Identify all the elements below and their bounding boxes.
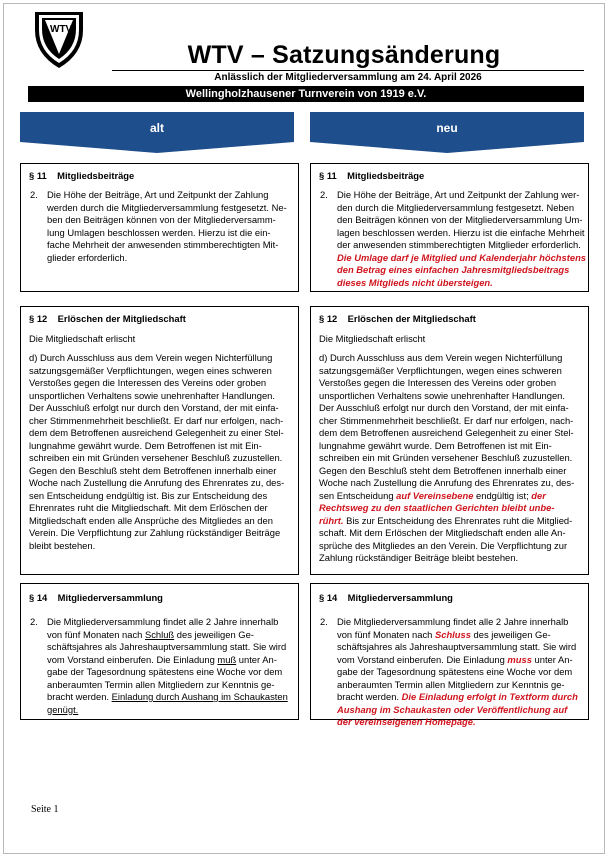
section-12-old xyxy=(20,306,299,575)
text-line: anberaumten Termin allen Mitgliedern zur Kenntnis ge- xyxy=(47,678,275,690)
section-heading: § 14 Mitgliederversammlung xyxy=(319,592,453,603)
text-segment: endgültig ist; xyxy=(473,489,532,501)
text-segment: bracht werden. xyxy=(47,691,112,702)
changed-text-line: Die Umlage darf je Mitglied und Kalenderjahr höchstens xyxy=(337,251,587,263)
text-line: gabe der Tagesordnung spätestens eine Woche vor dem xyxy=(337,666,573,677)
text-segment: unter An- xyxy=(531,653,573,665)
text-line: Die Mitgliederversammlung findet alle 2 Jahre innerhalb xyxy=(337,616,569,627)
text-segment: unter An- xyxy=(236,653,277,665)
underlined-text-line: genügt. xyxy=(47,703,79,715)
text-line: Gegen den Beschluß steht dem Betroffenen innerhalb einer xyxy=(319,464,567,476)
text-line: lung Umlagen beschlossen werden. Hierzu ist die ein- xyxy=(47,226,271,238)
text-line: Ehrenrates ruht die Mitgliedschaft. Mit dem Erlöschen der xyxy=(29,502,268,513)
text-segment: von fünf Monaten nach xyxy=(47,628,145,640)
text-line: lungnahme gewährt wurde. Dem Betroffenen ist mit Ein- xyxy=(29,439,262,451)
item-number: 2. xyxy=(30,616,38,627)
section-heading: § 12 Erlöschen der Mitgliedschaft xyxy=(29,313,186,324)
page-title: WTV – Satzungsänderung xyxy=(187,41,501,69)
club-logo xyxy=(33,10,85,70)
text-line-mixed xyxy=(319,515,572,528)
text-line: den durch die Mitgliederversammlung festgesetzt. Neben xyxy=(337,201,575,213)
text-line: gabe der Tagesordnung spätestens eine Woche vor dem xyxy=(47,666,283,677)
logo-letters: WTV xyxy=(50,24,73,35)
column-label-old: alt xyxy=(149,121,164,135)
text-line: Zahlung rückständiger Beiträge bleibt bestehen. xyxy=(319,552,519,563)
section-14-new xyxy=(310,583,589,727)
text-line: Die Mitgliederversammlung findet alle 2 Jahre innerhalb xyxy=(47,616,279,627)
text-line: den Beiträgen können von der Mitgliederversammlung Um- xyxy=(337,214,583,225)
text-line: unsportlichen Verhaltens sowie unehrenhafter Handlungen. xyxy=(29,389,276,401)
underlined-text-segment: Schluß xyxy=(144,628,175,640)
text-line: Die Höhe der Beiträge, Art und Zeitpunkt der Zahlung wer- xyxy=(337,189,580,200)
text-line: Der Ausschluß erfolgt nur durch den Vorstand, der mit einfa- xyxy=(319,402,569,413)
underlined-text-segment: Einladung durch Aushang im Schaukasten xyxy=(111,691,288,702)
page-number: Seite 1 xyxy=(31,804,59,815)
text-line: Verstoßes gegen die Interessen des Vereins oder groben xyxy=(29,377,267,388)
text-line-mixed xyxy=(337,691,578,704)
underlined-text-segment: muß xyxy=(217,653,237,665)
text-line: Verein. Die Verpflichtung zur Zahlung rückständiger Beiträge xyxy=(29,527,281,538)
section-14-old xyxy=(20,583,299,720)
text-line: unsportlichen Verhaltens sowie unehrenhafter Handlungen. xyxy=(319,389,566,401)
text-line: fache Mehrheit der anwesenden stimmberechtigten Mit- xyxy=(47,239,279,250)
text-segment: vom Vorstand einberufen. Die Einladung xyxy=(337,653,508,665)
text-line-mixed xyxy=(337,654,573,667)
text-line: satzungsgemäßer Verpflichtungen, wegen eines schweren xyxy=(319,364,562,376)
text-line-mixed xyxy=(47,629,254,642)
text-segment: des jeweiligen Ge- xyxy=(174,628,254,640)
text-line-mixed xyxy=(47,654,277,667)
club-name-bar: Wellingholzhausener Turnverein von 1919 e.V. xyxy=(28,86,584,102)
section-heading: § 14 Mitgliederversammlung xyxy=(29,592,163,603)
column-header-new xyxy=(310,112,584,154)
text-line: dem dem Betroffenen ausreichend Gelegenheit zu einer Stel- xyxy=(319,427,574,438)
section-intro: Die Mitgliedschaft erlischt xyxy=(319,333,426,344)
item-number: 2. xyxy=(320,616,328,627)
changed-text-segment: muss xyxy=(507,653,532,665)
text-line-mixed xyxy=(319,490,546,503)
text-line-mixed xyxy=(47,691,288,704)
text-segment: vom Vorstand einberufen. Die Einladung xyxy=(47,653,218,665)
section-intro: Die Mitgliedschaft erlischt xyxy=(29,333,136,344)
text-line: schreiben ein mit Gründen versehener Beschluß zuzustellen. xyxy=(29,452,283,463)
text-line: Der Ausschluß erfolgt nur durch den Vorstand, der mit einfa- xyxy=(29,402,279,413)
changed-text-segment: rührt. xyxy=(319,514,344,526)
text-line: d) Durch Ausschluss aus dem Verein wegen Nichterfüllung xyxy=(29,352,273,363)
title-divider xyxy=(112,70,584,71)
column-label-new: neu xyxy=(436,121,458,135)
text-line: cher Stimmenmehrheit beschließt. Er darf nur erfolgen, nach- xyxy=(29,414,284,426)
text-line: sen Entscheidung endgültig ist. Bis zur Entscheidung des xyxy=(29,489,268,501)
changed-text-line: dieses Mitglieds nicht übersteigen. xyxy=(337,276,493,288)
text-line: satzungsgemäßer Verpflichtungen, wegen eines schweren xyxy=(29,364,272,376)
text-line: lagen beschlossen werden. Hierzu ist die einfache Mehrheit xyxy=(337,226,585,238)
text-segment: bracht werden. xyxy=(337,691,402,702)
changed-text-line: Aushang im Schaukasten oder Veröffentlichung auf xyxy=(337,703,568,715)
changed-text-segment: Die Einladung erfolgt in Textform durch xyxy=(401,691,578,702)
text-line: bleibt bestehen. xyxy=(29,539,96,551)
text-line: Mitgliedschaft enden alle Ansprüche des Mitgliedes an den xyxy=(29,514,273,526)
text-segment: Bis zur Entscheidung des Ehrenrates ruht die Mitglied- xyxy=(343,514,573,526)
changed-text-line: der vereinseigenen Homepage. xyxy=(337,716,476,727)
text-line: sprüche des Mitgliedes an den Verein. Die Verpflichtung zur xyxy=(319,539,568,551)
changed-text-segment: Schluss xyxy=(434,628,471,640)
text-segment: des jeweiligen Ge- xyxy=(470,628,551,640)
item-number: 2. xyxy=(30,189,38,200)
text-line-mixed xyxy=(337,629,551,642)
section-11-new xyxy=(310,163,589,292)
text-line: Woche nach Zustellung die Anrufung des Ehrenrates zu, des- xyxy=(319,477,575,488)
section-heading: § 11 Mitgliedsbeiträge xyxy=(29,170,135,181)
text-line: ben den Beiträgen können von der Mitgliederversamm- xyxy=(47,214,276,225)
page-subtitle: Anlässlich der Mitgliederversammlung am 24. April 2026 xyxy=(214,72,482,83)
changed-text-segment: auf Vereinsebene xyxy=(396,489,474,501)
column-header-old xyxy=(20,112,294,154)
text-segment: sen Entscheidung xyxy=(319,489,397,501)
changed-text-line: den Betrag eines einfachen Jahresmitgliedsbeitrags xyxy=(337,264,570,275)
text-line: Woche nach Zustellung die Anrufung des Ehrenrates zu, des- xyxy=(29,477,285,488)
section-12-new xyxy=(310,306,589,575)
text-line: Die Höhe der Beiträge, Art und Zeitpunkt der Zahlung xyxy=(47,189,269,200)
text-line: schäftsjahres als Jahreshauptversammlung statt. Sie wird xyxy=(47,641,287,652)
text-line: Gegen den Beschluß steht dem Betroffenen innerhalb einer xyxy=(29,464,277,476)
text-line: glieder erforderlich. xyxy=(47,251,128,263)
text-line: schreiben ein mit Gründen versehener Beschluß zuzustellen. xyxy=(319,452,573,463)
text-line: schaft. Mit dem Erlöschen der Mitgliedschaft enden alle An- xyxy=(319,527,566,538)
text-line: anberaumten Termin allen Mitgliedern zur Kenntnis ge- xyxy=(337,678,565,690)
text-line: dem dem Betroffenen ausreichend Gelegenheit zu einer Stel- xyxy=(29,427,284,438)
changed-text-segment: der xyxy=(531,489,546,501)
changed-text-line: Rechtsweg zu den staatlichen Gerichten bleibt unbe- xyxy=(319,502,555,513)
text-line: der anwesenden stimmberechtigten Mitglieder erforderlich. xyxy=(337,239,581,250)
text-line: cher Stimmenmehrheit beschließt. Er darf nur erfolgen, nach- xyxy=(319,414,574,426)
section-heading: § 12 Erlöschen der Mitgliedschaft xyxy=(319,313,476,324)
text-line: lungnahme gewährt wurde. Dem Betroffenen ist mit Ein- xyxy=(319,439,552,451)
text-line: Verstoßes gegen die Interessen des Vereins oder groben xyxy=(319,377,557,388)
item-number: 2. xyxy=(320,189,328,200)
section-heading: § 11 Mitgliedsbeiträge xyxy=(319,170,425,181)
text-segment: von fünf Monaten nach xyxy=(337,628,435,640)
text-line: schäftsjahres als Jahreshauptversammlung statt. Sie wird xyxy=(337,641,577,652)
text-line: werden durch die Mitgliederversammlung festgesetzt. Ne- xyxy=(47,201,287,213)
text-line: d) Durch Ausschluss aus dem Verein wegen Nichterfüllung xyxy=(319,352,563,363)
section-11-old xyxy=(20,163,299,292)
